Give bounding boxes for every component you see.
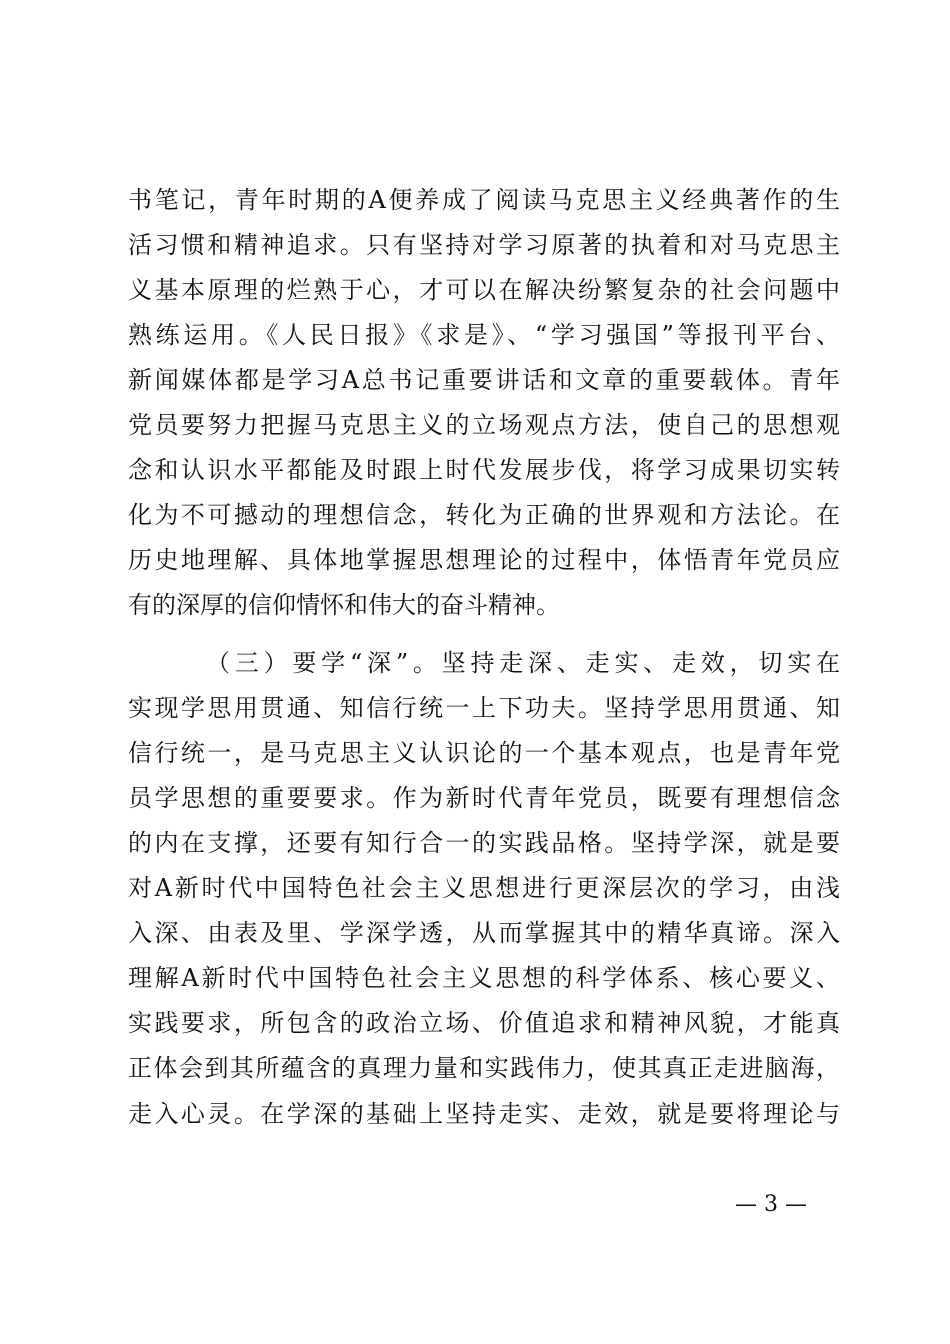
text-line: 念和认识水平都能及时跟上时代发展步伐，将学习成果切实转 bbox=[128, 456, 840, 484]
text-line: 实现学思用贯通、知信行统一上下功夫。坚持学思用贯通、知 bbox=[128, 694, 840, 722]
text-line: 实践要求，所包含的政治立场、价值追求和精神风貌，才能真 bbox=[128, 1009, 840, 1037]
text-line: 新闻媒体都是学习A总书记重要讲话和文章的重要载体。青年 bbox=[128, 366, 840, 394]
text-line: 员学思想的重要要求。作为新时代青年党员，既要有理想信念 bbox=[128, 784, 840, 812]
text-line: 党员要努力把握马克思主义的立场观点方法，使自己的思想观 bbox=[128, 411, 840, 439]
text-line: 义基本原理的烂熟于心，才可以在解决纷繁复杂的社会问题中 bbox=[128, 276, 840, 304]
text-line: 对A新时代中国特色社会主义思想进行更深层次的学习，由浅 bbox=[128, 874, 840, 902]
section-heading-line: （三）要学“深”。坚持走深、走实、走效，切实在 bbox=[206, 649, 840, 677]
text-line: 走入心灵。在学深的基础上坚持走实、走效，就是要将理论与 bbox=[128, 1100, 840, 1128]
text-line: 理解A新时代中国特色社会主义思想的科学体系、核心要义、 bbox=[128, 964, 840, 992]
text-line: 正体会到其所蕴含的真理力量和实践伟力，使其真正走进脑海， bbox=[128, 1054, 840, 1082]
page-number: — 3 — bbox=[735, 1192, 807, 1217]
text-line: 有的深厚的信仰情怀和伟大的奋斗精神。 bbox=[128, 591, 560, 619]
text-line: 信行统一，是马克思主义认识论的一个基本观点，也是青年党 bbox=[128, 739, 840, 767]
text-line: 化为不可撼动的理想信念，转化为正确的世界观和方法论。在 bbox=[128, 501, 840, 529]
text-line: 书笔记，青年时期的A便养成了阅读马克思主义经典著作的生 bbox=[128, 186, 840, 214]
text-line: 熟练运用。《人民日报》《求是》、“学习强国”等报刊平台、 bbox=[128, 321, 840, 349]
text-line: 历史地理解、具体地掌握思想理论的过程中，体悟青年党员应 bbox=[128, 546, 840, 574]
text-line: 活习惯和精神追求。只有坚持对学习原著的执着和对马克思主 bbox=[128, 231, 840, 259]
text-line: 入深、由表及里、学深学透，从而掌握其中的精华真谛。深入 bbox=[128, 919, 840, 947]
text-line: 的内在支撑，还要有知行合一的实践品格。坚持学深，就是要 bbox=[128, 829, 840, 857]
